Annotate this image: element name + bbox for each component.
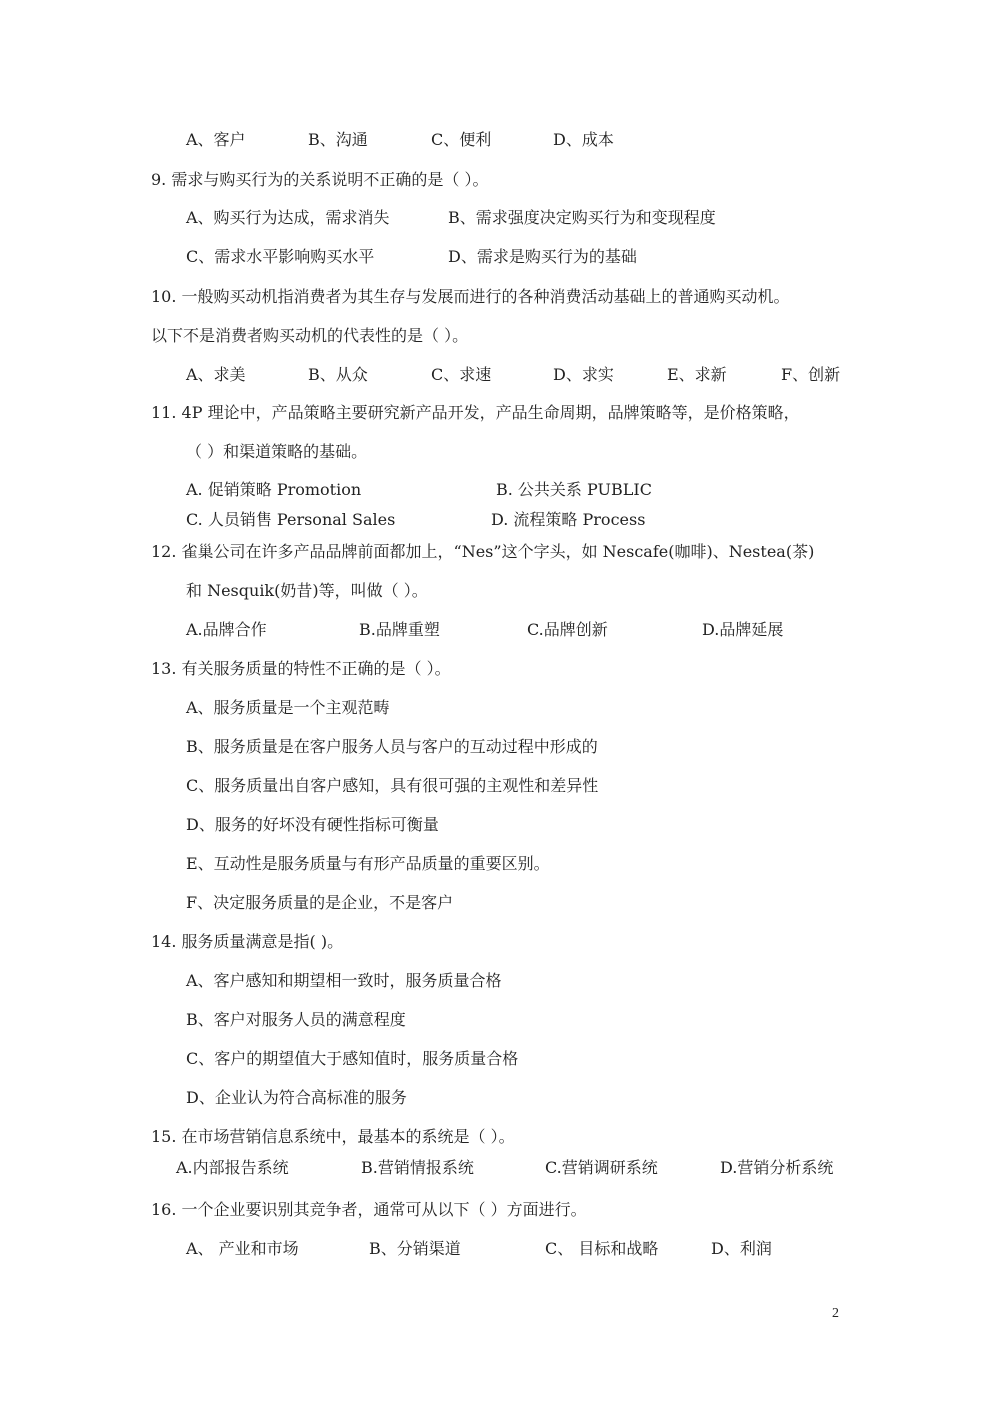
- q13-option-c: C、服务质量出自客户感知，具有很可强的主观性和差异性: [186, 776, 599, 795]
- q9-option-d: D、需求是购买行为的基础: [448, 247, 637, 266]
- q12-option-c: C.品牌创新: [527, 620, 608, 639]
- q13-option-b: B、服务质量是在客户服务人员与客户的互动过程中形成的: [186, 737, 598, 756]
- q12-stem-line2: 和 Nesquik(奶昔)等，叫做（ ）。: [186, 581, 428, 600]
- page-number: 2: [832, 1306, 839, 1321]
- q8-option-d: D、成本: [553, 130, 614, 149]
- q15-option-d: D.营销分析系统: [720, 1158, 834, 1177]
- q10-option-b: B、从众: [308, 365, 368, 384]
- q10-option-a: A、求美: [186, 365, 246, 384]
- q14-option-c: C、客户的期望值大于感知值时，服务质量合格: [186, 1049, 519, 1068]
- q9-option-b: B、需求强度决定购买行为和变现程度: [448, 208, 716, 227]
- q11-option-d: D. 流程策略 Process: [491, 510, 646, 529]
- q12-stem-line1: 12. 雀巢公司在许多产品品牌前面都加上，“Nes”这个字头，如 Nescafe(咖啡)、Nestea(茶): [151, 542, 815, 561]
- q14-option-a: A、客户感知和期望相一致时，服务质量合格: [186, 971, 502, 990]
- q10-option-d: D、求实: [553, 365, 614, 384]
- q10-option-f: F、创新: [781, 365, 841, 384]
- q9-stem: 9. 需求与购买行为的关系说明不正确的是（ ）。: [151, 170, 489, 189]
- q16-option-d: D、利润: [711, 1239, 772, 1258]
- q16-option-c: C、 目标和战略: [545, 1239, 659, 1258]
- q11-option-b: B. 公共关系 PUBLIC: [496, 480, 652, 499]
- q11-option-c: C. 人员销售 Personal Sales: [186, 510, 396, 529]
- q8-option-b: B、沟通: [308, 130, 368, 149]
- q10-stem-line2: 以下不是消费者购买动机的代表性的是（ ）。: [151, 326, 469, 345]
- q13-option-e: E、互动性是服务质量与有形产品质量的重要区别。: [186, 854, 550, 873]
- q10-stem-line1: 10. 一般购买动机指消费者为其生存与发展而进行的各种消费活动基础上的普通购买动机。: [151, 287, 790, 306]
- q9-option-a: A、购买行为达成，需求消失: [186, 208, 390, 227]
- q8-option-a: A、客户: [186, 130, 246, 149]
- q16-stem: 16. 一个企业要识别其竞争者，通常可从以下（ ）方面进行。: [151, 1200, 587, 1219]
- q13-stem: 13. 有关服务质量的特性不正确的是（ ）。: [151, 659, 451, 678]
- q11-stem-line1: 11. 4P 理论中，产品策略主要研究新产品开发，产品生命周期，品牌策略等，是价格策略，: [151, 403, 800, 422]
- q12-option-d: D.品牌延展: [702, 620, 784, 639]
- q15-option-a: A.内部报告系统: [176, 1158, 289, 1177]
- q15-option-b: B.营销情报系统: [361, 1158, 474, 1177]
- q15-stem: 15. 在市场营销信息系统中，最基本的系统是（ ）。: [151, 1127, 515, 1146]
- q13-option-d: D、服务的好坏没有硬性指标可衡量: [186, 815, 439, 834]
- q10-option-e: E、求新: [667, 365, 727, 384]
- q11-option-a: A. 促销策略 Promotion: [186, 480, 362, 499]
- q14-option-b: B、客户对服务人员的满意程度: [186, 1010, 406, 1029]
- q12-option-a: A.品牌合作: [186, 620, 267, 639]
- q13-option-a: A、服务质量是一个主观范畴: [186, 698, 390, 717]
- q8-option-c: C、便利: [431, 130, 492, 149]
- q14-option-d: D、企业认为符合高标准的服务: [186, 1088, 407, 1107]
- q9-option-c: C、需求水平影响购买水平: [186, 247, 375, 266]
- q12-option-b: B.品牌重塑: [359, 620, 440, 639]
- q13-option-f: F、决定服务质量的是企业，不是客户: [186, 893, 454, 912]
- q16-option-b: B、分销渠道: [369, 1239, 461, 1258]
- q16-option-a: A、 产业和市场: [186, 1239, 299, 1258]
- q11-stem-line2: （ ）和渠道策略的基础。: [186, 442, 368, 461]
- q14-stem: 14. 服务质量满意是指( )。: [151, 932, 344, 951]
- q10-option-c: C、求速: [431, 365, 492, 384]
- q15-option-c: C.营销调研系统: [545, 1158, 658, 1177]
